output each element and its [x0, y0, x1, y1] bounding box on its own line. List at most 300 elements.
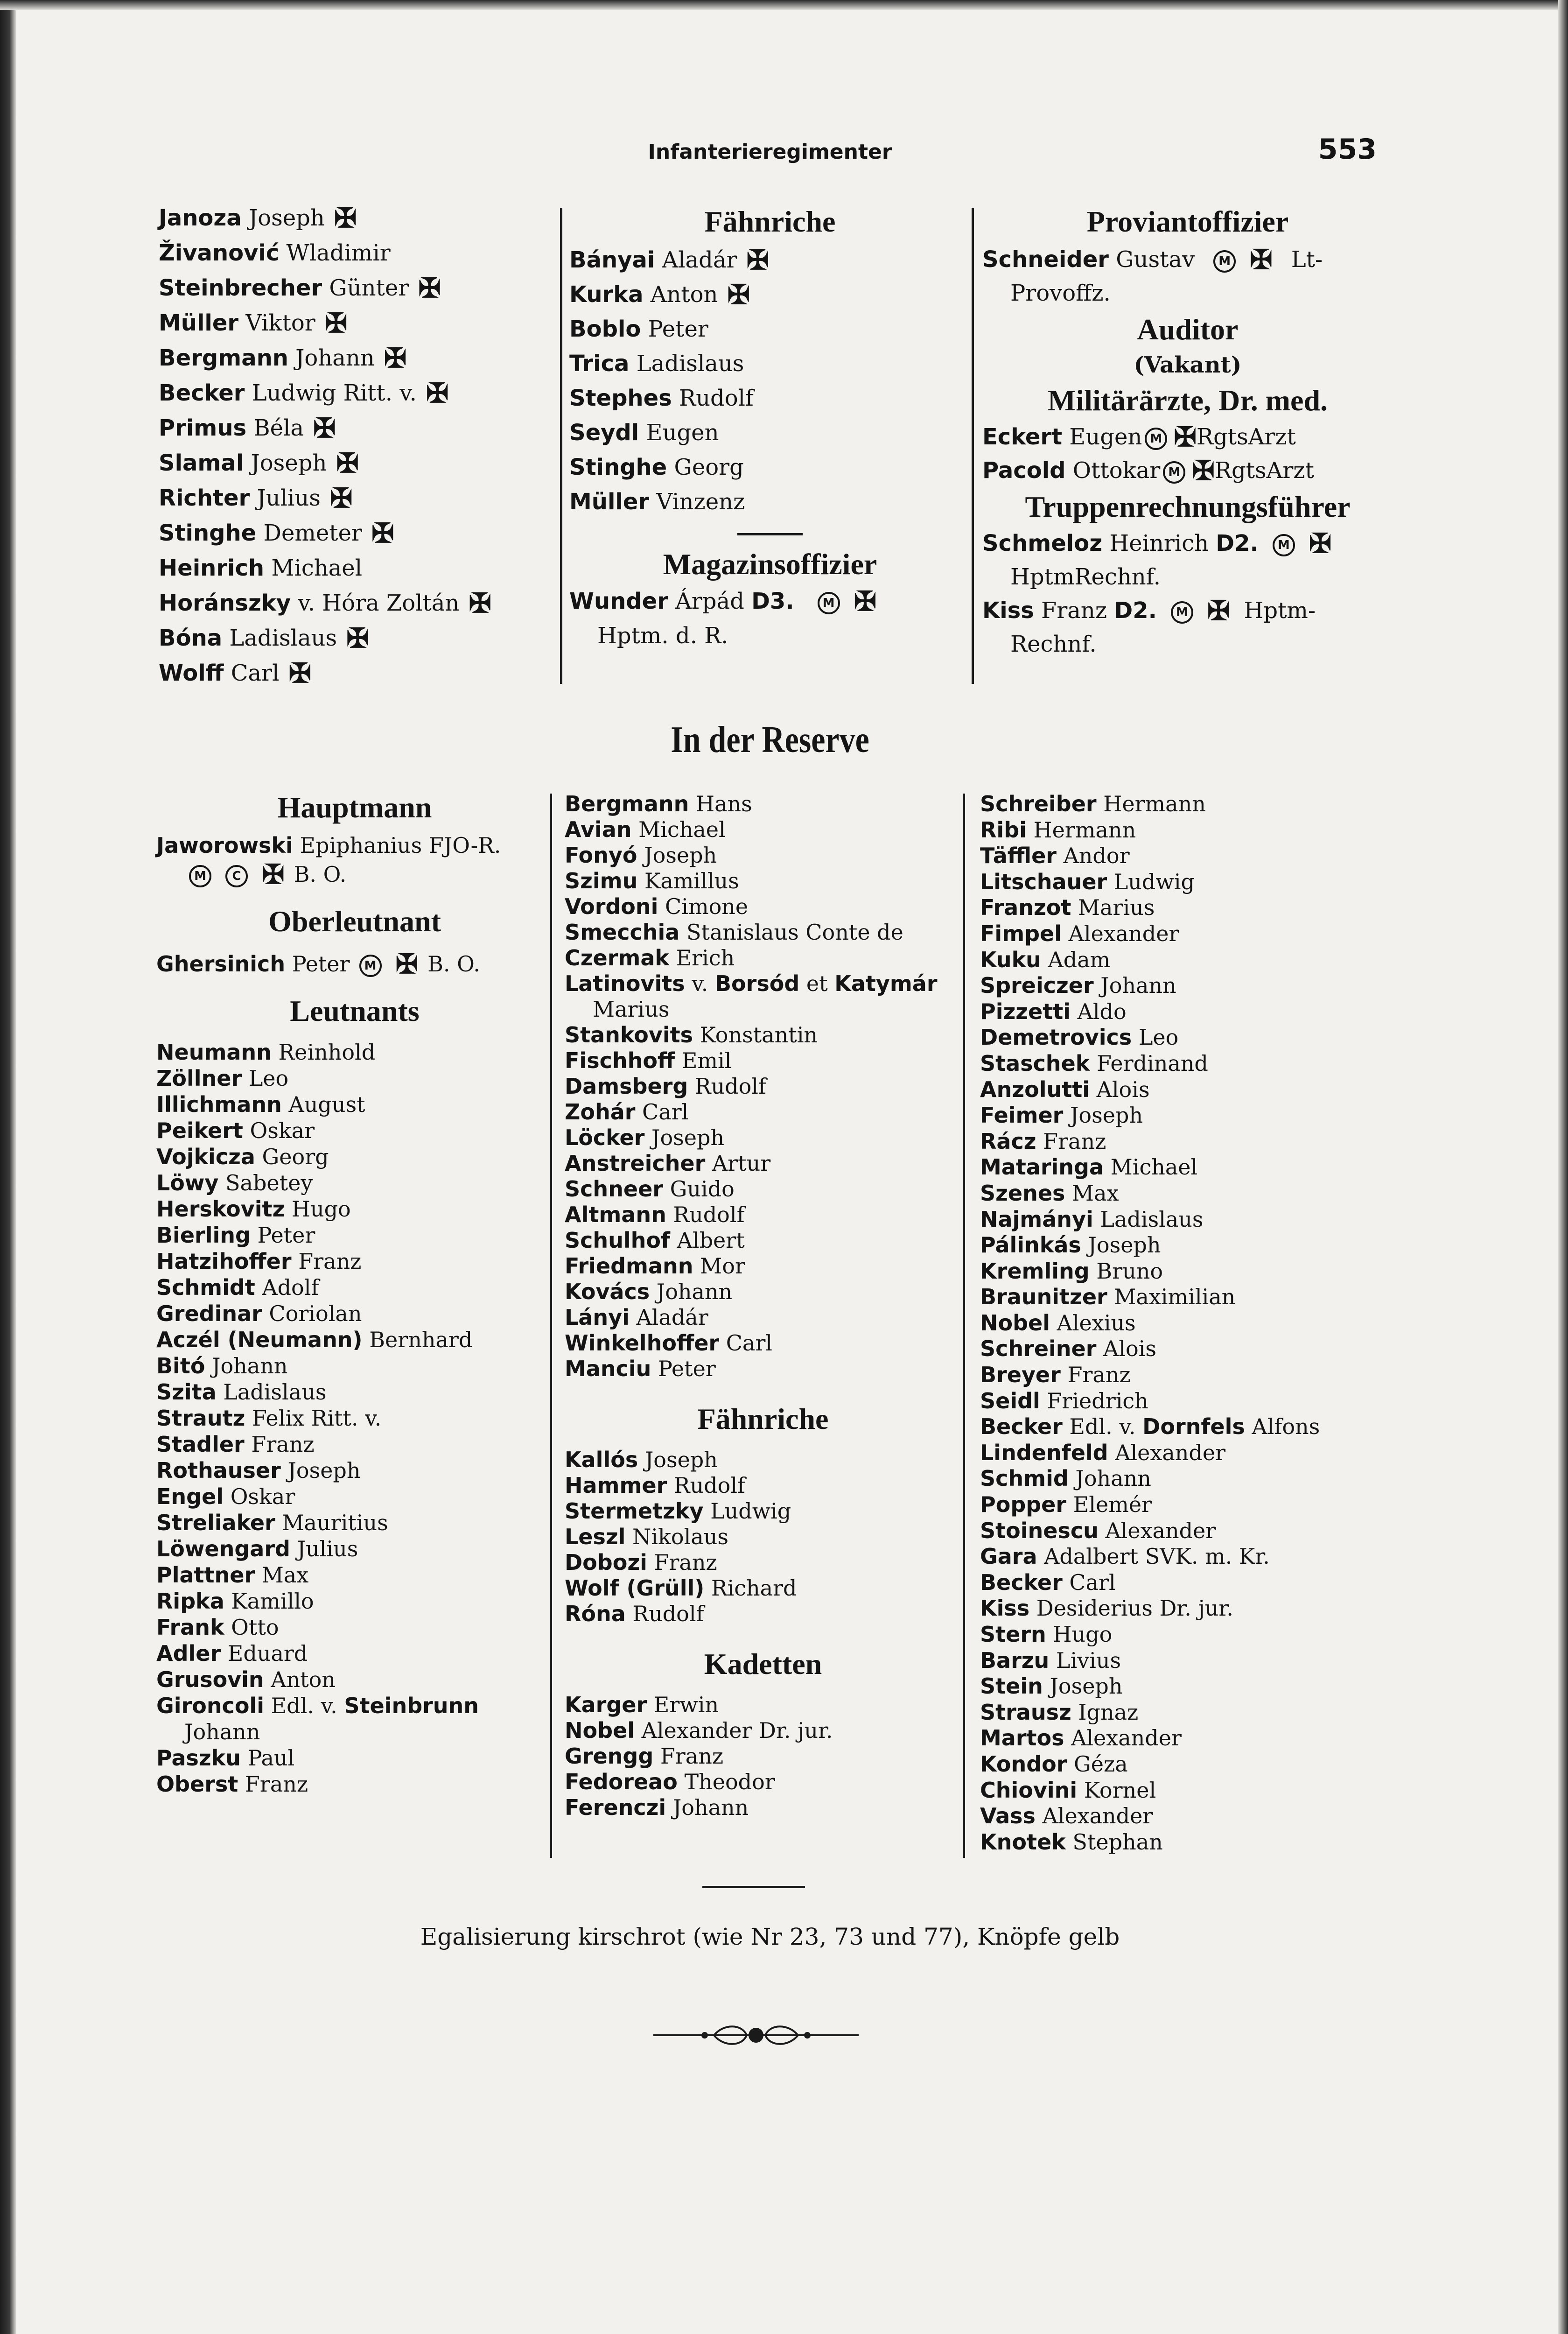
- surname: Trica: [569, 351, 630, 377]
- aerzte-list: [982, 420, 1393, 487]
- surname: Kallós: [565, 1447, 638, 1472]
- reserve-entry: [565, 894, 961, 920]
- reserve-entry: [980, 1129, 1391, 1155]
- surname: Schmid: [980, 1466, 1069, 1491]
- surname: Pizzetti: [980, 998, 1071, 1024]
- heading-reserve-faehnriche: Fähnriche: [697, 1402, 829, 1435]
- surname-part: Dornfels: [1142, 1414, 1245, 1440]
- surname: Kuku: [980, 947, 1041, 972]
- reserve-entry: [565, 791, 961, 817]
- officer-entry: [159, 341, 541, 376]
- reserve-entry: [980, 973, 1391, 999]
- proviant-entry: [982, 243, 1393, 276]
- officer-entry: [159, 201, 541, 236]
- given-name: Franz: [291, 1249, 362, 1274]
- given-name: Paul: [241, 1745, 295, 1771]
- surname: Boblo: [569, 316, 641, 342]
- given-name: Leo: [242, 1066, 289, 1091]
- faehnrich-entry: [569, 243, 971, 277]
- reserve-entry: [980, 947, 1391, 973]
- reserve-entry: [565, 1099, 961, 1125]
- given-name: Joseph: [244, 450, 327, 476]
- cross-icon: ✠: [288, 657, 312, 689]
- reserve-entry: [565, 1202, 961, 1228]
- faehnrich-entry: [569, 485, 971, 519]
- leutnant-entry: [156, 1091, 553, 1118]
- rank-tail: Lt-: [1291, 246, 1323, 273]
- surname: Breyer: [980, 1362, 1061, 1388]
- kadett-entry: [565, 1795, 961, 1821]
- given-name: Mauritius: [275, 1510, 388, 1535]
- given-name: Ludwig Ritt. v.: [245, 380, 417, 406]
- leutnant-entry: [156, 1745, 553, 1771]
- surname: Czermak: [565, 945, 669, 970]
- surname: Stephes: [569, 385, 672, 411]
- given-name: Michael: [631, 817, 726, 842]
- reserve-list-middle: [565, 791, 961, 1382]
- given-name: Erich: [669, 945, 735, 970]
- given-name: Ladislaus: [1093, 1206, 1204, 1232]
- given-name: Guido: [663, 1176, 735, 1202]
- surname: Bergmann: [565, 791, 689, 816]
- surname: Seydl: [569, 420, 639, 446]
- reserve-entry: [980, 1803, 1391, 1829]
- surname: Jaworowski: [156, 833, 293, 858]
- leutnant-entry: [156, 1065, 553, 1091]
- given-name: Günter: [322, 275, 409, 301]
- given-name: Ladislaus: [216, 1379, 327, 1405]
- reserve-entry: [980, 791, 1391, 817]
- reserve-entry: [980, 1751, 1391, 1778]
- given-name: Michael: [264, 555, 363, 581]
- given-name: Franz: [1060, 1362, 1131, 1388]
- surname: Spreiczer: [980, 973, 1094, 998]
- officer-entry: [159, 271, 541, 306]
- reserve-entry: [565, 1228, 961, 1253]
- officer-entry: [159, 411, 541, 446]
- given-name: Ludwig: [1107, 869, 1195, 894]
- faehnrich-entry: [569, 312, 971, 346]
- leutnant-entry: [156, 1562, 553, 1588]
- given-name: Aldo: [1070, 998, 1127, 1024]
- reserve-faehnrich-entry: [565, 1524, 961, 1550]
- given-name: Joseph: [638, 1447, 718, 1472]
- officer-entry: [159, 446, 541, 481]
- heading-magazinsoffizier: Magazinsoffizier: [663, 548, 877, 581]
- surname: Avian: [565, 817, 632, 842]
- surname: Wolff: [159, 660, 224, 686]
- given-name: Desiderius Dr. jur.: [1029, 1596, 1233, 1621]
- surname: Löwy: [156, 1170, 219, 1195]
- given-name: Hugo: [1046, 1622, 1113, 1647]
- given-name: Anton: [264, 1667, 336, 1692]
- reserve-entry: [980, 1232, 1391, 1258]
- reserve-faehnriche-list: [565, 1447, 961, 1627]
- surname: Stermetzky: [565, 1498, 704, 1524]
- given-name: Vinzenz: [649, 489, 745, 515]
- given-name: Theodor: [677, 1769, 775, 1794]
- given-name: Franz: [653, 1743, 724, 1769]
- given-name: Felix Ritt. v.: [245, 1406, 382, 1431]
- given-name: Artur: [705, 1151, 771, 1176]
- surname: Szenes: [980, 1180, 1065, 1206]
- officer-entry: [159, 306, 541, 341]
- given-name: Alexius: [1050, 1310, 1136, 1336]
- surname: Martos: [980, 1725, 1064, 1751]
- reserve-entry: [980, 869, 1391, 895]
- surname: Strautz: [156, 1406, 245, 1431]
- surname: Stankovits: [565, 1022, 693, 1047]
- reserve-entry: [980, 895, 1391, 921]
- given-name: Marius: [593, 997, 670, 1022]
- surname: Steinbrecher: [159, 275, 322, 301]
- arzt-entry: [982, 420, 1393, 454]
- cross-icon: ✠: [1174, 421, 1197, 453]
- reserve-faehnrich-entry: [565, 1550, 961, 1575]
- reserve-entry: [565, 1305, 961, 1330]
- given-name: Franz: [244, 1432, 315, 1457]
- reserve-entry: [565, 1125, 961, 1151]
- surname: Latinovits: [565, 971, 685, 996]
- given-name: August: [281, 1092, 365, 1117]
- given-name: Reinhold: [271, 1040, 376, 1065]
- cross-icon: ✠: [334, 202, 357, 234]
- cross-icon: ✠: [384, 342, 407, 374]
- reserve-entry: [565, 1074, 961, 1099]
- given-name: Mor: [693, 1253, 745, 1279]
- given-name: Wladimir: [279, 240, 391, 266]
- reserve-entry: [565, 1279, 961, 1305]
- given-name: Joseph: [644, 1125, 725, 1150]
- surname: Fedoreao: [565, 1769, 678, 1794]
- given-name: Adam: [1041, 947, 1111, 972]
- officer-entry: [159, 586, 541, 621]
- reserve-entry: [565, 843, 961, 868]
- name-connector: Alfons: [1245, 1414, 1320, 1440]
- given-name: Hermann: [1096, 791, 1206, 816]
- reserve-entry: [980, 1362, 1391, 1388]
- surname: Illichmann: [156, 1092, 282, 1117]
- surname: Grengg: [565, 1743, 654, 1769]
- given-name: Béla: [246, 415, 304, 441]
- reserve-entry: [980, 1648, 1391, 1674]
- surname: Bóna: [159, 625, 223, 651]
- cross-icon: ✠: [1309, 527, 1332, 559]
- reserve-right-list: [980, 791, 1391, 1855]
- surname: Seidl: [980, 1388, 1040, 1413]
- given-name: Joseph: [1081, 1232, 1161, 1258]
- cross-icon: ✠: [1207, 595, 1230, 626]
- surname: Litschauer: [980, 869, 1107, 894]
- given-name: Franz: [238, 1772, 308, 1797]
- arzt-entry: [982, 454, 1393, 487]
- order-tag: B. O.: [427, 951, 480, 977]
- surname: Hammer: [565, 1473, 667, 1498]
- leutnant-entry: [156, 1248, 553, 1274]
- heading-leutnants: Leutnants: [290, 994, 420, 1027]
- surname: Pálinkás: [980, 1232, 1081, 1258]
- given-name: Ladislaus: [629, 351, 744, 377]
- given-name: Adalbert SVK. m. Kr.: [1037, 1544, 1270, 1569]
- given-name: Adolf: [255, 1275, 319, 1300]
- reserve-entry: [980, 843, 1391, 869]
- given-name: Edl. v.: [1062, 1414, 1143, 1440]
- given-name: Stephan: [1065, 1829, 1163, 1855]
- given-name: Peter: [651, 1356, 716, 1381]
- surname: Herskovitz: [156, 1196, 285, 1222]
- surname: Stern: [980, 1622, 1046, 1647]
- reserve-entry: [980, 1466, 1391, 1492]
- reserve-faehnrich-entry: [565, 1473, 961, 1498]
- faehnrich-entry: [569, 346, 971, 381]
- given-name: Peter: [285, 951, 350, 977]
- surname: Paszku: [156, 1745, 241, 1771]
- reserve-entry: [980, 999, 1391, 1025]
- surname: Nobel: [565, 1718, 635, 1743]
- leutnant-entry: [156, 1196, 553, 1222]
- surname: Stinghe: [159, 520, 257, 546]
- given-name: Stanislaus Conte de: [679, 920, 903, 945]
- given-name: Anton: [643, 281, 718, 308]
- footer-pre: Egalisierung: [420, 1923, 578, 1950]
- surname: Horánszky: [159, 590, 291, 616]
- given-name: Ferdinand: [1090, 1050, 1208, 1076]
- given-name: Coriolan: [262, 1301, 362, 1326]
- surname: Anstreicher: [565, 1151, 706, 1176]
- reserve-entry: [565, 1253, 961, 1279]
- reserve-entry: [980, 1518, 1391, 1544]
- reserve-entry: [565, 1330, 961, 1356]
- order-tag: B. O.: [294, 862, 347, 887]
- surname: Bergmann: [159, 345, 288, 371]
- surname: Bierling: [156, 1223, 251, 1248]
- given-name: Gustav: [1108, 246, 1195, 273]
- given-name: Julius: [250, 485, 321, 511]
- given-name: Alexander: [1035, 1803, 1153, 1829]
- medal-m-icon: M: [818, 592, 840, 614]
- given-name: Rudolf: [688, 1074, 767, 1099]
- cross-icon: ✠: [727, 279, 750, 310]
- surname: Kovács: [565, 1279, 650, 1304]
- reserve-entry: [980, 1051, 1391, 1077]
- leutnant-entry: [156, 1353, 553, 1379]
- given-name: Joseph: [637, 843, 717, 868]
- given-name: Franz: [647, 1550, 717, 1575]
- reserve-entry: [980, 1154, 1391, 1181]
- kadett-entry: [565, 1769, 961, 1795]
- surname: Adler: [156, 1641, 221, 1666]
- given-name: Maximilian: [1107, 1284, 1236, 1310]
- heading-oberleutnant: Oberleutnant: [268, 905, 441, 938]
- column-rule-top-1: [560, 208, 562, 684]
- given-name: Sabetey: [218, 1170, 313, 1195]
- surname: Rothauser: [156, 1458, 281, 1483]
- given-name: Demeter: [256, 520, 362, 546]
- given-name: Carl: [719, 1330, 773, 1356]
- name-connector: et: [799, 971, 835, 996]
- magazin-entry: [569, 584, 971, 619]
- given-name: Rudolf: [672, 385, 754, 411]
- reserve-entry: [980, 1778, 1391, 1804]
- reserve-entry: [980, 1622, 1391, 1648]
- footer-post: (wie Nr 23, 73 und 77), Knöpfe gelb: [685, 1923, 1120, 1950]
- magazin-entry-line2: Hptm. d. R.: [597, 623, 728, 649]
- surname: Stein: [980, 1673, 1043, 1699]
- given-name: Joseph: [280, 1458, 361, 1483]
- heading-faehnriche: Fähnriche: [704, 205, 836, 238]
- top-left-list: [159, 201, 541, 691]
- surname: Hatzihoffer: [156, 1249, 292, 1274]
- surname: Schreiner: [980, 1336, 1097, 1362]
- leutnant-entry: [156, 1719, 553, 1745]
- reserve-entry: [565, 945, 961, 971]
- surname: Ferenczi: [565, 1795, 666, 1820]
- given-name: Marius: [1071, 895, 1155, 921]
- rank-tail: RgtsArzt: [1214, 457, 1314, 484]
- given-name: Oskar: [243, 1118, 315, 1143]
- reserve-entry: [980, 921, 1391, 947]
- given-name: Friedrich: [1040, 1388, 1148, 1413]
- given-name: Livius: [1049, 1647, 1121, 1673]
- column-rule-reserve-1: [550, 794, 552, 1858]
- given-name: Eugen: [1062, 424, 1142, 450]
- given-name: Julius: [290, 1536, 358, 1561]
- given-name: Viktor: [238, 310, 315, 336]
- cross-icon: ✠: [469, 587, 491, 619]
- surname: Neumann: [156, 1040, 272, 1065]
- given-name: Peter: [250, 1223, 315, 1248]
- reserve-entry: [565, 817, 961, 843]
- given-name: v.: [685, 971, 715, 996]
- heading-auditor: Auditor: [1137, 313, 1239, 346]
- rank-tag: D3.: [751, 588, 794, 614]
- surname: Kiss: [980, 1596, 1030, 1621]
- medal-m-icon: M: [1171, 601, 1193, 624]
- hauptmann-entry-line2: [156, 860, 553, 889]
- given-name: Emil: [675, 1048, 732, 1073]
- reserve-faehnrich-entry: [565, 1601, 961, 1627]
- faehnrich-entry: [569, 415, 971, 450]
- reserve-entry: [980, 1388, 1391, 1414]
- surname: Oberst: [156, 1772, 238, 1797]
- reserve-faehnrich-entry: [565, 1447, 961, 1473]
- surname: Zohár: [565, 1099, 636, 1125]
- surname: Chiovini: [980, 1777, 1078, 1803]
- leutnants-list: [156, 1039, 553, 1797]
- given-name: Johann: [666, 1795, 749, 1820]
- given-name: Johann: [1093, 973, 1176, 998]
- surname: Schulhof: [565, 1228, 671, 1253]
- medal-m-icon: M: [189, 865, 211, 887]
- reserve-entry: [980, 1414, 1391, 1440]
- officer-entry: [159, 621, 541, 656]
- surname: Engel: [156, 1484, 224, 1509]
- hauptmann-entry: [156, 831, 553, 860]
- given-name: Nikolaus: [625, 1524, 728, 1549]
- surname: Grusovin: [156, 1667, 264, 1692]
- surname: Kiss: [982, 598, 1034, 624]
- leutnant-entry: [156, 1666, 553, 1693]
- surname: Stadler: [156, 1432, 245, 1457]
- surname: Fischhoff: [565, 1048, 675, 1073]
- given-name: Johann: [184, 1719, 260, 1744]
- surname: Manciu: [565, 1356, 651, 1381]
- surname: Wunder: [569, 588, 668, 614]
- surname: Müller: [569, 489, 650, 515]
- leutnant-entry: [156, 1144, 553, 1170]
- surname: Gironcoli: [156, 1693, 264, 1718]
- reserve-entry: [980, 1492, 1391, 1518]
- surname: Becker: [159, 380, 245, 406]
- surname: Löwengard: [156, 1536, 290, 1561]
- reserve-faehnrich-entry: [565, 1575, 961, 1601]
- given-name: Carl: [224, 660, 280, 686]
- given-name: Ottokar: [1065, 457, 1161, 484]
- surname: Eckert: [982, 424, 1063, 450]
- surname: Kurka: [569, 281, 644, 308]
- reserve-entry: [565, 1176, 961, 1202]
- leutnant-entry: [156, 1483, 553, 1510]
- reserve-entry: [980, 1570, 1391, 1596]
- page-number: 553: [1318, 133, 1377, 166]
- surname: Aczél (Neumann): [156, 1327, 363, 1352]
- heading-in-der-reserve: In der Reserve: [671, 719, 869, 760]
- surname: Plattner: [156, 1562, 255, 1588]
- reserve-entry: [980, 1181, 1391, 1207]
- rank-tag: D2.: [1216, 530, 1259, 556]
- cross-icon: ✠: [324, 307, 348, 339]
- kadett-entry: [565, 1743, 961, 1769]
- given-name: Georg: [667, 454, 744, 480]
- given-name: v. Hóra Zoltán: [291, 590, 460, 616]
- rank-tail: RgtsArzt: [1196, 424, 1296, 450]
- reserve-entry: [565, 1048, 961, 1074]
- kadetten-list: [565, 1692, 961, 1821]
- surname: Najmányi: [980, 1206, 1093, 1232]
- surname: Dobozi: [565, 1550, 647, 1575]
- given-name: Hans: [689, 791, 752, 816]
- surname: Živanović: [159, 240, 280, 266]
- heading-truppenrechnungsfuehrer: Truppenrechnungsführer: [1025, 490, 1351, 523]
- given-name: Alexander Dr. jur.: [635, 1718, 833, 1743]
- surname: Barzu: [980, 1647, 1050, 1673]
- reserve-entry: [980, 1284, 1391, 1310]
- given-name: Johann: [205, 1353, 288, 1378]
- surname: Rácz: [980, 1128, 1036, 1154]
- surname: Karger: [565, 1692, 647, 1717]
- surname: Ribi: [980, 817, 1027, 843]
- officer-entry: [159, 481, 541, 516]
- reserve-entry: [980, 1077, 1391, 1103]
- auditor-vakant: (Vakant): [1134, 352, 1242, 378]
- given-name: Carl: [1062, 1569, 1116, 1595]
- given-name: Alexander: [1064, 1725, 1182, 1751]
- surname: Becker: [980, 1414, 1063, 1440]
- surname: Strausz: [980, 1699, 1071, 1725]
- surname: Kondor: [980, 1751, 1067, 1777]
- running-header: Infanterieregimenter: [648, 140, 892, 164]
- cross-icon: ✠: [336, 447, 359, 479]
- reserve-entry: [565, 868, 961, 894]
- surname: Gara: [980, 1544, 1037, 1569]
- given-name: Eugen: [639, 420, 719, 446]
- surname: Fimpel: [980, 921, 1062, 946]
- leutnant-entry: [156, 1588, 553, 1614]
- reserve-entry: [980, 1336, 1391, 1362]
- cross-icon: ✠: [346, 622, 369, 654]
- surname: Primus: [159, 415, 247, 441]
- reserve-entry: [980, 1310, 1391, 1336]
